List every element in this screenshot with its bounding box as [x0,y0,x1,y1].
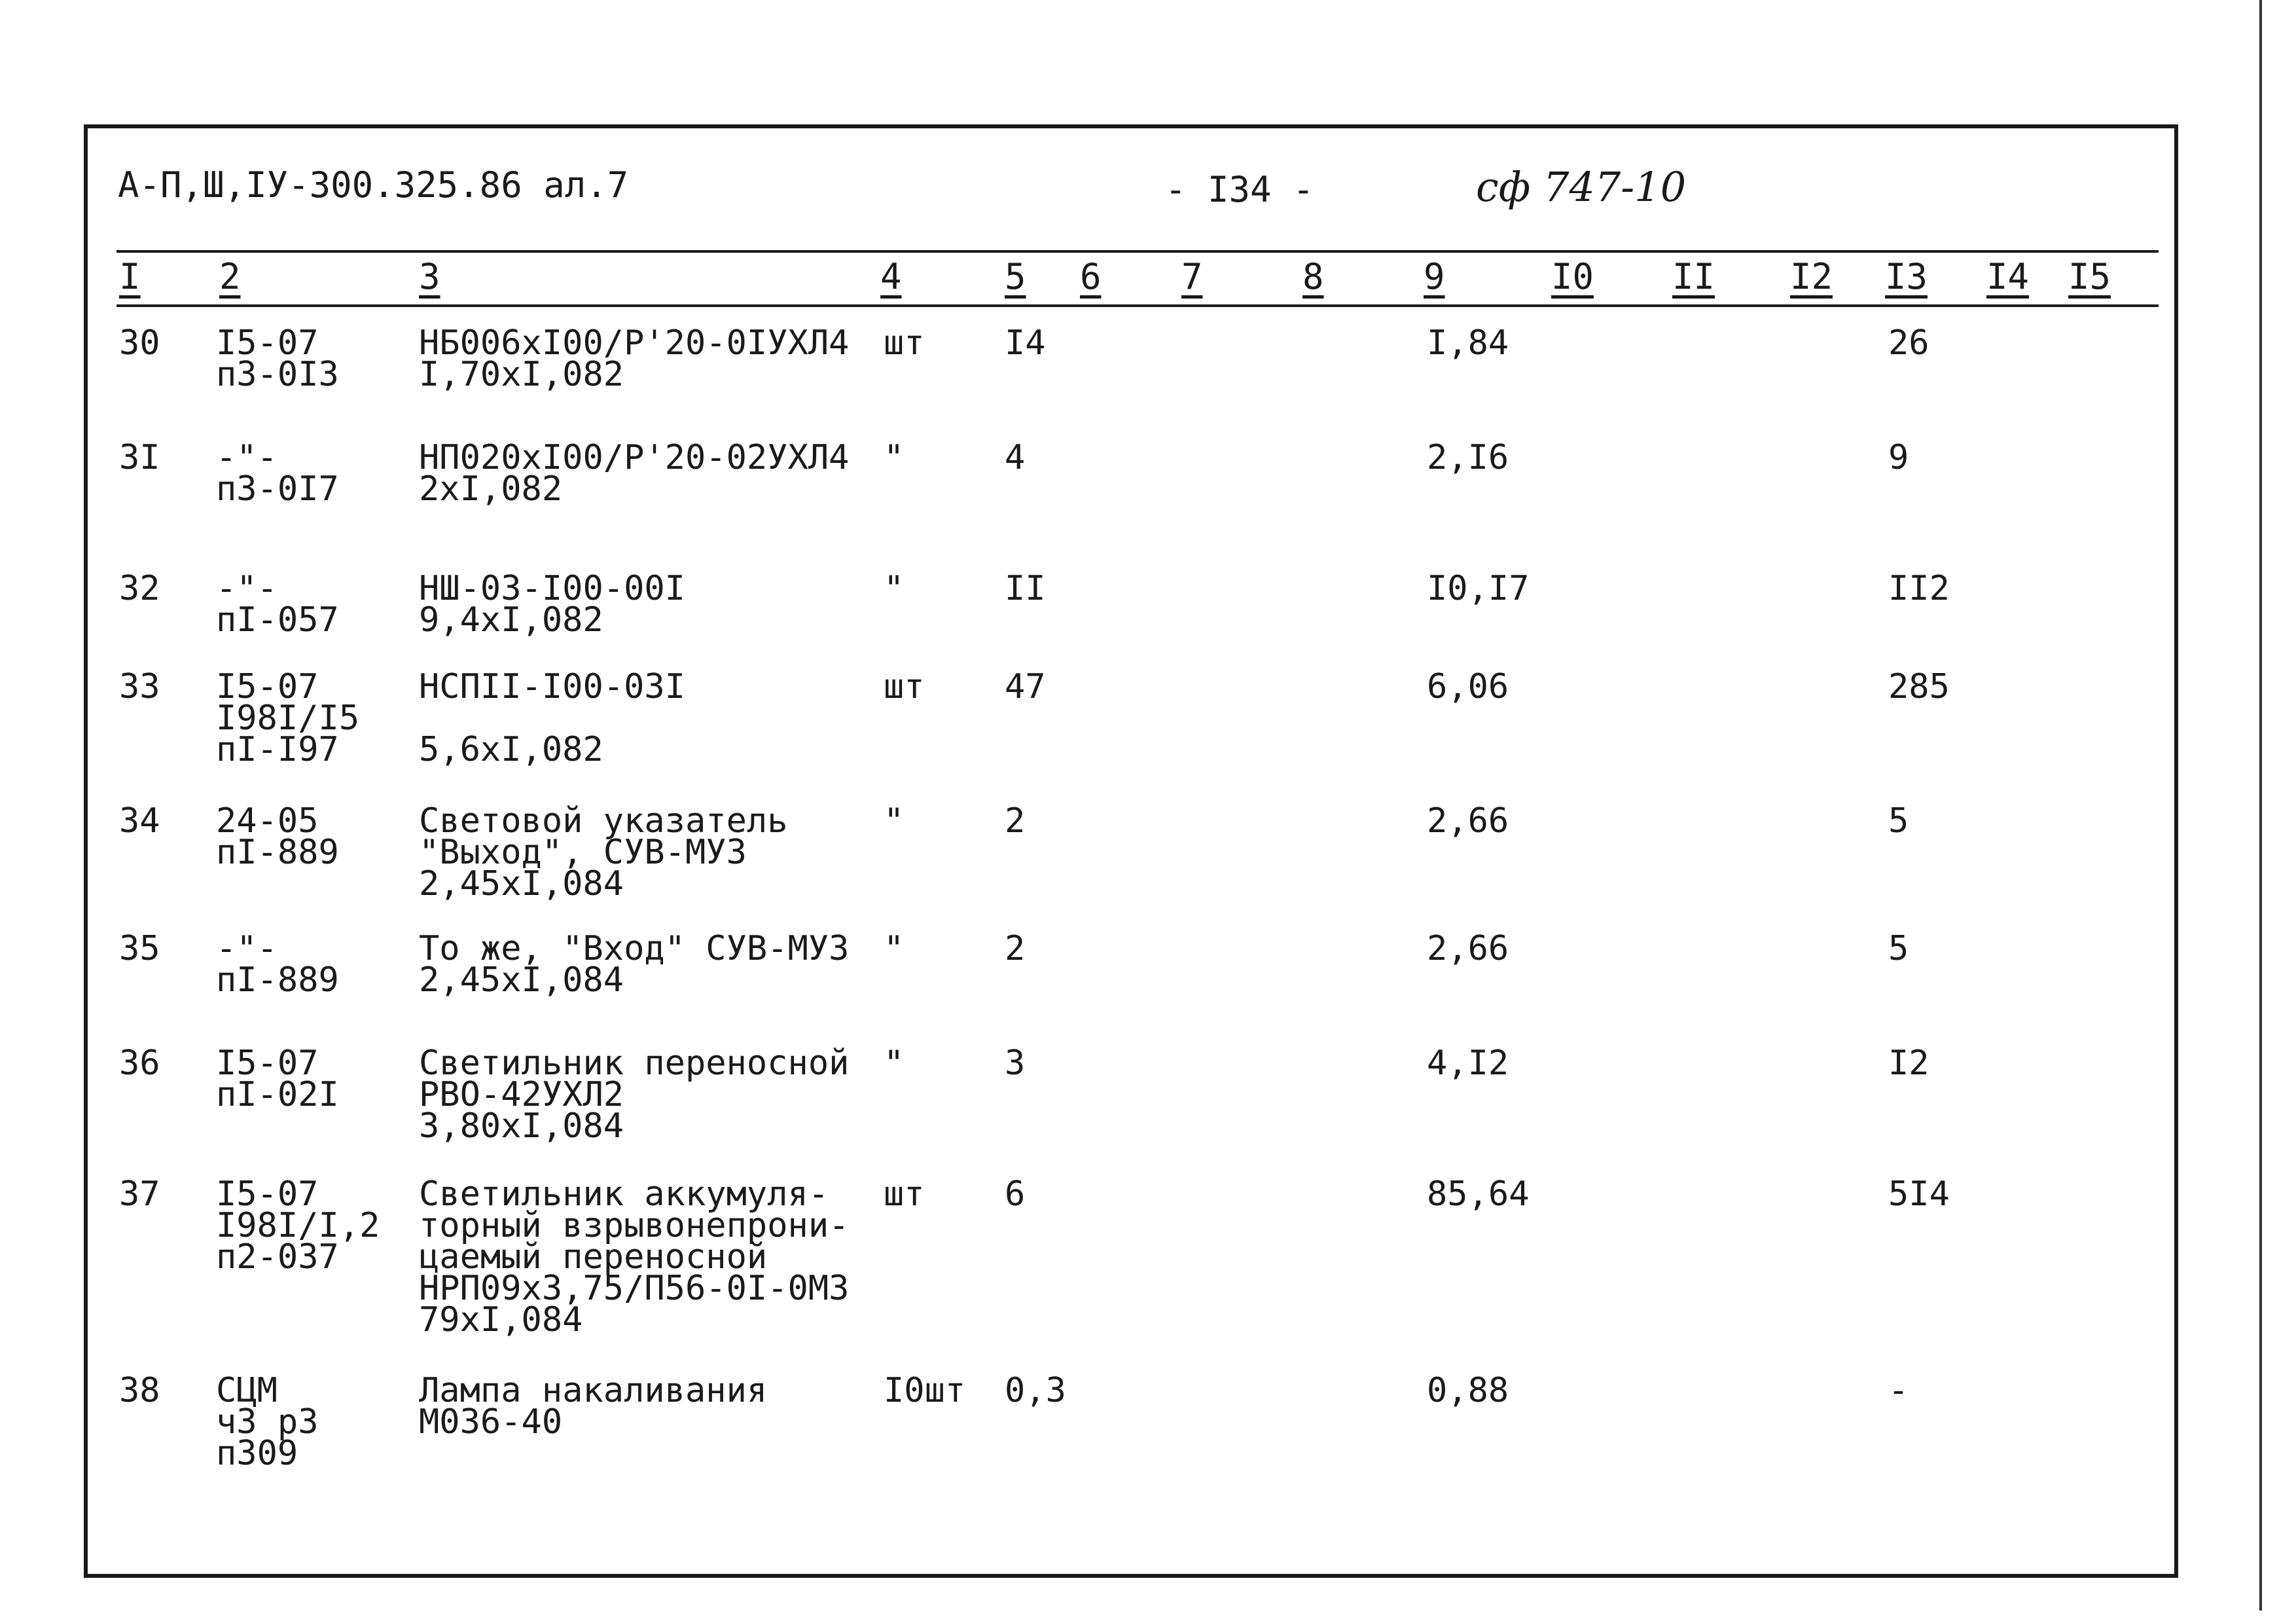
row-quantity: 47 [1005,667,1046,706]
row-number: 34 [119,801,160,841]
row-description: То же, "Вход" СУВ-МУЗ 2,45хI,084 [419,929,850,1000]
row-number: 38 [119,1371,160,1410]
row-code: 24-05 пI-889 [216,801,339,872]
row-unit: шт [884,323,925,363]
row-unit: " [884,1044,905,1083]
row-quantity: 2 [1005,929,1026,968]
row-price: I,84 [1427,323,1509,363]
row-total: 26 [1888,323,1929,363]
row-price: 6,06 [1427,667,1509,706]
row-price: 85,64 [1427,1175,1530,1214]
column-number: 8 [1302,256,1324,297]
row-code: -"- п3-0I7 [216,438,339,509]
row-unit: I0шт [884,1371,966,1410]
row-unit: шт [884,667,925,706]
row-code: -"- пI-889 [216,929,339,1000]
page-edge-line [2259,0,2262,1611]
column-number: I [119,256,141,297]
row-number: 37 [119,1175,160,1214]
header-rule-top [117,250,2159,253]
row-total: 5 [1888,929,1909,968]
row-quantity: 4 [1005,438,1026,477]
row-quantity: 6 [1005,1175,1026,1214]
row-price: 0,88 [1427,1371,1509,1410]
row-total: II2 [1888,569,1950,608]
column-number: I5 [2068,256,2111,297]
column-number: 7 [1181,256,1203,297]
row-total: 9 [1888,438,1909,477]
row-unit: " [884,929,905,968]
row-number: 3I [119,438,160,477]
row-quantity: II [1005,569,1046,608]
column-number: II [1672,256,1715,297]
row-code: I5-07 п3-0I3 [216,323,339,394]
column-number: 2 [219,256,241,297]
column-number: 3 [419,256,440,297]
column-number: 4 [880,256,902,297]
column-number: 5 [1005,256,1026,297]
handwritten-note: сф 747-10 [1476,163,1687,211]
row-unit: " [884,569,905,608]
column-number: 9 [1424,256,1445,297]
page-number: - I34 - [1165,169,1314,210]
row-price: 2,66 [1427,801,1509,841]
row-code: I5-07 пI-02I [216,1044,339,1114]
row-price: 2,66 [1427,929,1509,968]
column-number: 6 [1080,256,1102,297]
column-number: I0 [1551,256,1594,297]
row-number: 33 [119,667,160,706]
row-number: 36 [119,1044,160,1083]
row-total: 5I4 [1888,1175,1950,1214]
row-unit: шт [884,1175,925,1214]
row-description: НБ006хI00/Р'20-0IУХЛ4 I,70хI,082 [419,323,850,394]
row-price: 2,I6 [1427,438,1509,477]
row-description: НСПII-I00-03I 5,6хI,082 [419,667,685,769]
row-total: - [1888,1371,1909,1410]
row-description: Светильник переносной РВО-42УХЛ2 3,80хI,084 [419,1044,850,1146]
row-number: 32 [119,569,160,608]
row-description: Лампа накаливания М036-40 [419,1371,768,1442]
row-quantity: I4 [1005,323,1046,363]
row-description: НП020хI00/Р'20-02УХЛ4 2хI,082 [419,438,850,509]
column-number: I3 [1885,256,1928,297]
row-price: 4,I2 [1427,1044,1509,1083]
column-number: I4 [1986,256,2030,297]
row-quantity: 3 [1005,1044,1026,1083]
row-unit: " [884,801,905,841]
row-code: I5-07 I98I/I,2 п2-037 [216,1175,380,1277]
header-rule-bottom [117,304,2159,307]
row-price: I0,I7 [1427,569,1530,608]
row-code: -"- пI-057 [216,569,339,640]
row-total: 5 [1888,801,1909,841]
row-code: СЦМ ч3 р3 п309 [216,1371,319,1473]
row-description: Светильник аккумуля- торный взрывонепрони- цаемый переносной НРП09х3,75/П56-0I-0МЗ 79хI,084 [419,1175,850,1340]
row-quantity: 2 [1005,801,1026,841]
row-code: I5-07 I98I/I5 пI-I97 [216,667,360,769]
document-frame [84,124,2178,1578]
row-number: 35 [119,929,160,968]
column-number: I2 [1790,256,1833,297]
row-unit: " [884,438,905,477]
row-total: I2 [1888,1044,1929,1083]
row-description: Световой указатель "Выход", СУВ-МУЗ 2,45хI,084 [419,801,788,903]
document-code: А-П,Ш,IУ-300.325.86 ал.7 [118,164,629,206]
row-description: НШ-03-I00-00I 9,4хI,082 [419,569,685,640]
row-total: 285 [1888,667,1950,706]
row-number: 30 [119,323,160,363]
row-quantity: 0,3 [1005,1371,1066,1410]
